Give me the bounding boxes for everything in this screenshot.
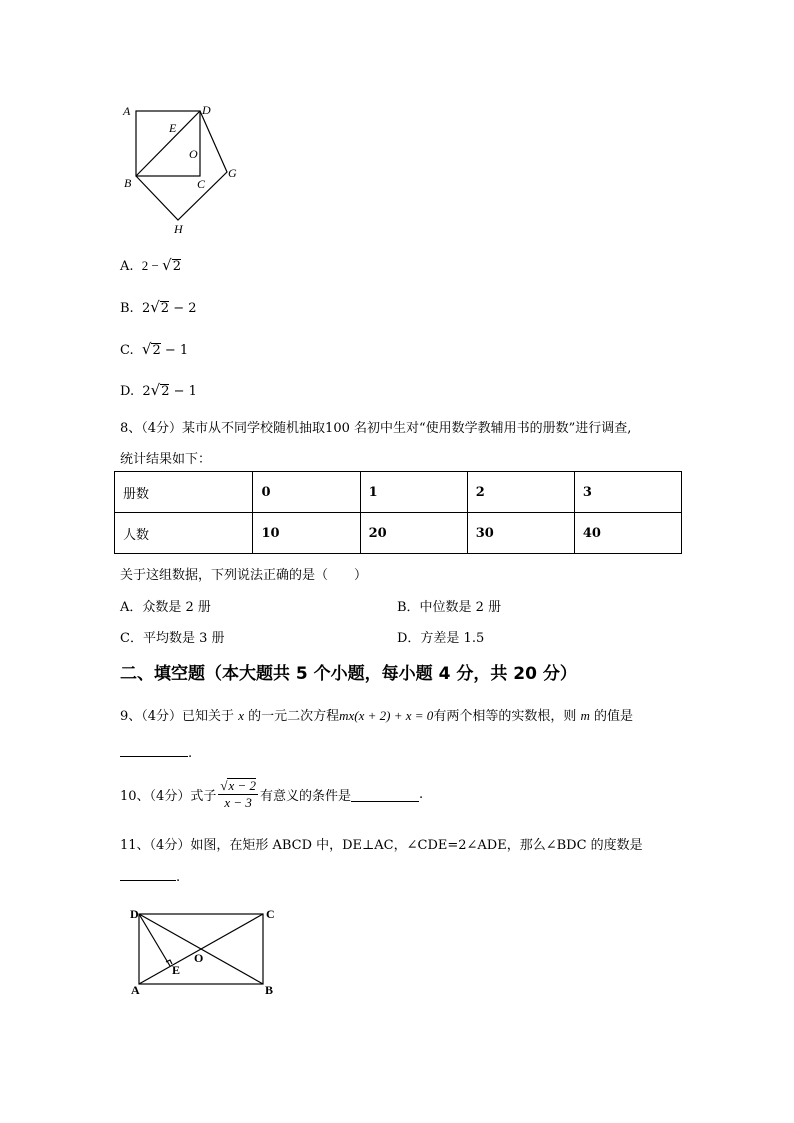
label-E: E — [169, 121, 177, 135]
q8-stats-table — [114, 471, 682, 554]
q11-blank[interactable] — [120, 866, 176, 881]
table-cell: 册数 — [115, 472, 253, 513]
table-row — [115, 472, 682, 513]
table-cell: 10 — [253, 513, 360, 554]
table-cell: 人数 — [115, 513, 253, 554]
q10-fraction: $\frac{√x - 2}{x - 3}$ — [220, 778, 257, 810]
figure-square-rotation — [110, 96, 250, 236]
label-D: D — [202, 103, 211, 117]
q8-option-b: B．中位数是 2 册 — [397, 600, 502, 615]
q9-stem: 9、（4分）已知关于 x 的一元二次方程mx(x + 2) + x = 0有两个相等的实数根，则 m 的值是 — [120, 708, 634, 724]
figure-rectangle — [122, 902, 287, 1002]
q7-option-a: A. 2 − √2 — [120, 256, 181, 274]
label-O: O — [194, 951, 204, 965]
q8-option-d: D．方差是 1.5 — [397, 631, 485, 646]
label-B: B — [124, 176, 132, 190]
q8-option-c: C．平均数是 3 册 — [120, 631, 225, 646]
label-O: O — [189, 147, 198, 161]
table-row — [115, 513, 682, 554]
q9-answer-line: . — [120, 742, 192, 761]
label-B: B — [265, 983, 274, 997]
label-A: A — [131, 983, 140, 997]
q8-stem-line2: 统计结果如下： — [120, 452, 212, 467]
table-cell: 0 — [253, 472, 360, 513]
q7-option-c: C. √2 − 1 — [120, 340, 189, 358]
table-cell: 2 — [467, 472, 574, 513]
label-C: C — [197, 177, 206, 191]
label-H: H — [174, 222, 183, 236]
q11-answer-line: . — [120, 866, 180, 885]
label-D: D — [130, 907, 139, 921]
q8-option-a: A．众数是 2 册 — [120, 600, 211, 615]
q9-blank[interactable] — [120, 742, 188, 757]
table-cell: 1 — [360, 472, 467, 513]
label-A: A — [123, 104, 131, 118]
q7-option-d: D. 2√2 − 1 — [120, 381, 197, 399]
q10-stem: 10、（4分）式子 $\frac{√x - 2}{x - 3}$ 有意义的条件是 . — [120, 778, 424, 810]
q10-blank[interactable] — [351, 787, 419, 802]
label-C: C — [266, 907, 275, 921]
q7-option-b: B. 2√2 − 2 — [120, 298, 197, 316]
label-G: G — [228, 166, 237, 180]
table-cell: 20 — [360, 513, 467, 554]
table-cell: 30 — [467, 513, 574, 554]
section-title: 二、填空题（本大题共 5 个小题，每小题 4 分，共 20 分） — [120, 664, 577, 684]
table-cell: 40 — [574, 513, 681, 554]
table-cell: 3 — [574, 472, 681, 513]
q11-stem: 11、（4分）如图，在矩形 ABCD 中，DE⊥AC，∠CDE=2∠ADE，那么∠BDC 的度数是 — [120, 838, 643, 853]
label-E: E — [172, 963, 181, 977]
q8-question: 关于这组数据，下列说法正确的是（ ） — [120, 568, 368, 583]
q8-stem-line1: 8、（4分）某市从不同学校随机抽取100 名初中生对“使用数学教辅用书的册数”进行调查, — [120, 421, 632, 436]
